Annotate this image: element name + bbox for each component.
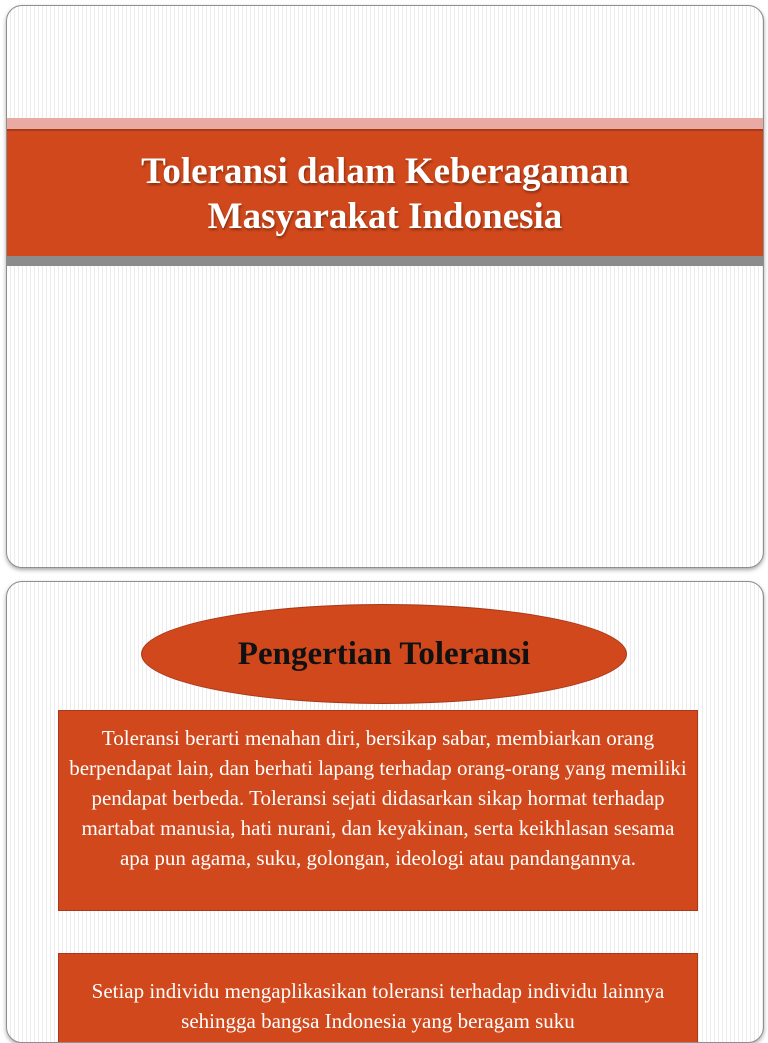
definition-slide	[6, 581, 764, 1043]
application-paragraph: Setiap individu mengaplikasikan toleransi terhadap individu lainnya sehingga bangsa Indonesia yang beragam suku	[91, 979, 665, 1033]
definition-textbox	[58, 710, 698, 911]
slide-heading: Pengertian Toleransi	[237, 636, 531, 672]
title-bottom-stripe	[7, 256, 763, 266]
title-slide	[6, 5, 764, 568]
slide-title: Toleransi dalam Keberagaman Masyarakat Indonesia	[141, 150, 629, 237]
heading-ellipse	[141, 604, 627, 704]
title-top-stripe	[7, 118, 763, 129]
definition-paragraph: Toleransi berarti menahan diri, bersikap sabar, membiarkan orang berpendapat lain, dan berhati lapang terhadap orang-orang yang memiliki pendapat berbeda. Toleransi sejati didasarkan sikap hormat terhadap martabat manusia, hati nurani, dan keyakinan, serta keikhlasan sesama apa pun agama, suku, golongan, ideologi atau pandangannya.	[69, 726, 687, 870]
title-band	[7, 129, 763, 256]
application-textbox	[58, 953, 698, 1043]
